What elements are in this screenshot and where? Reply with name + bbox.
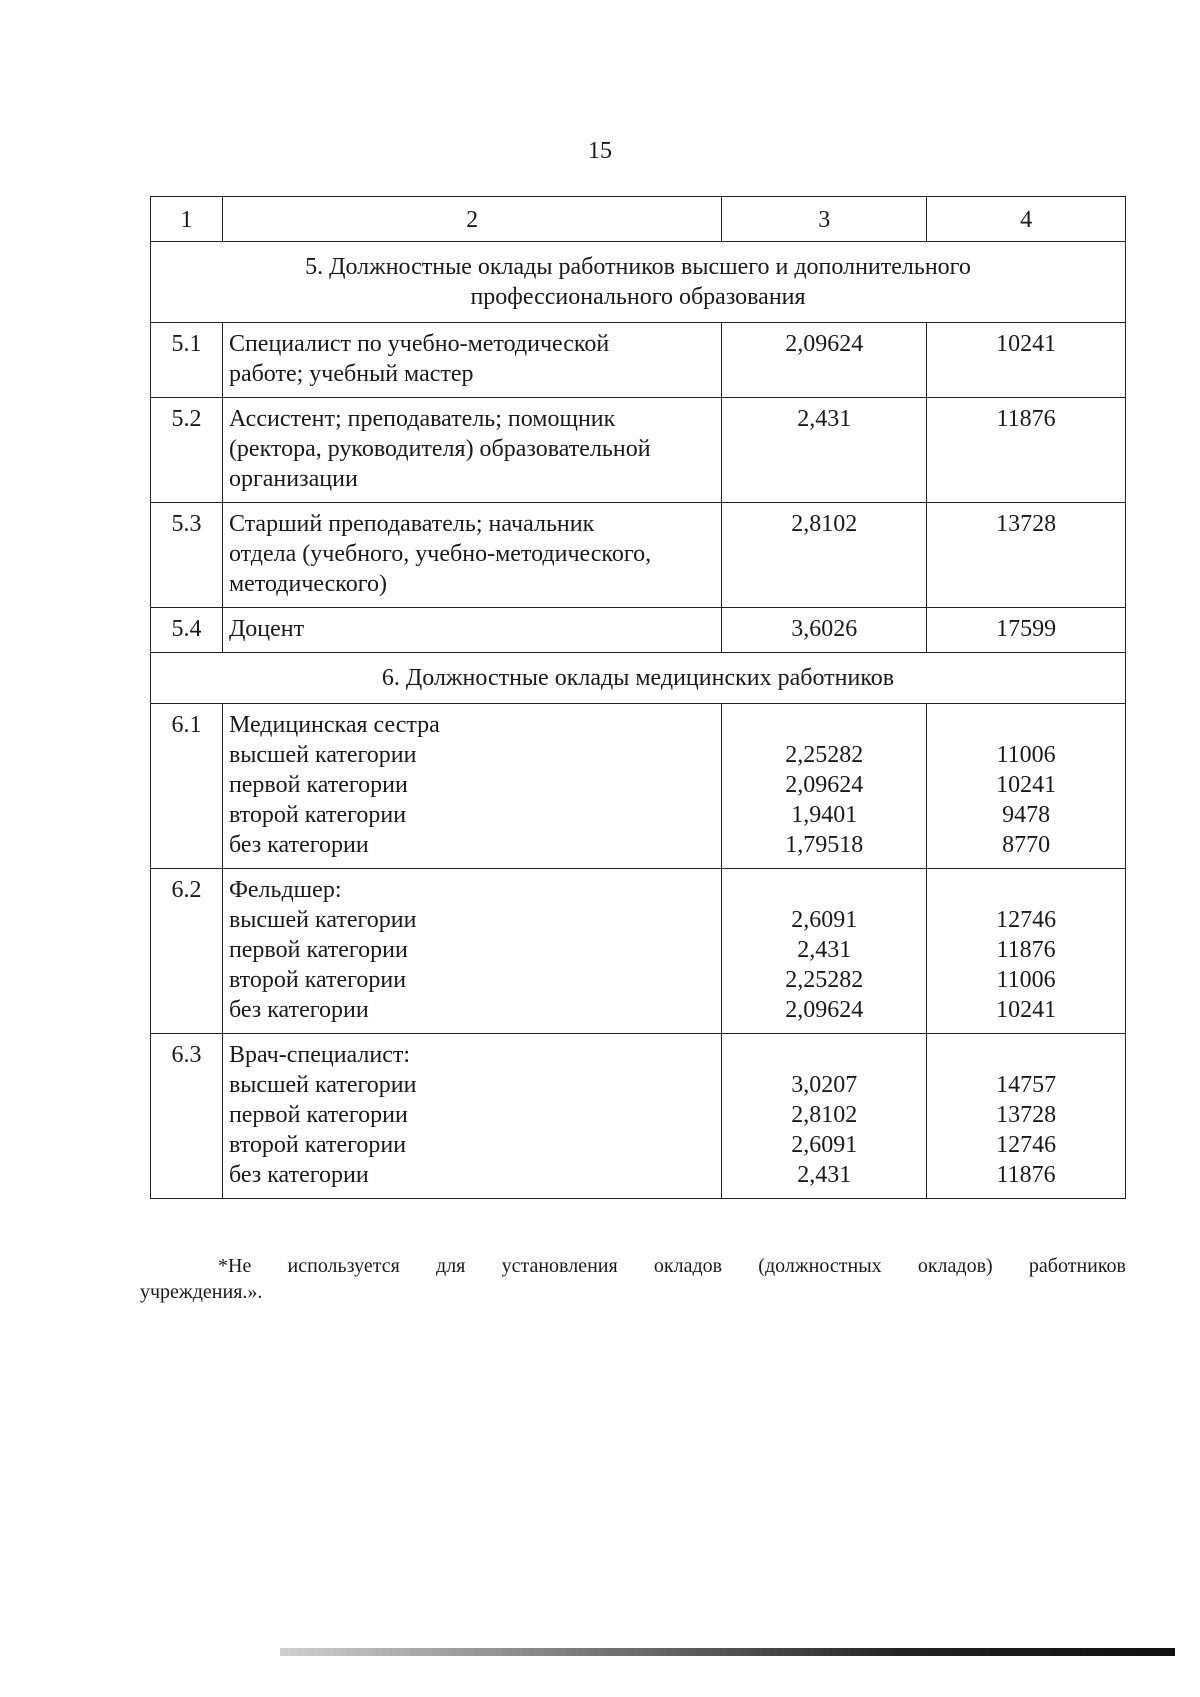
position-line: высшей категории [228, 742, 417, 768]
coefficient-value: 2,8102 [791, 511, 858, 537]
table-row [151, 398, 1126, 503]
salary-value: 14757 [996, 1072, 1057, 1098]
coefficient-value [728, 875, 920, 905]
coefficient-value: 2,25282 [785, 967, 864, 993]
position-line: Ассистент; преподаватель; помощник [228, 406, 616, 432]
salary-value: 10241 [996, 772, 1057, 798]
position-line: второй категории [228, 967, 407, 993]
salary-cell [927, 608, 1126, 653]
table-row [151, 608, 1126, 653]
position-cell [222, 704, 721, 869]
salary-value: 8770 [1002, 832, 1051, 858]
coefficient-value: 1,79518 [785, 832, 864, 858]
position-line: первой категории [228, 937, 408, 963]
position-line: без категории [228, 832, 369, 858]
salary-cell [927, 323, 1126, 398]
salary-cell [927, 398, 1126, 503]
row-number: 5.1 [151, 323, 223, 398]
salary-value: 11876 [996, 406, 1056, 432]
coefficient-value: 2,6091 [791, 907, 858, 933]
coefficient-value: 3,6026 [791, 616, 858, 642]
section-heading [151, 653, 1126, 704]
salary-cell [927, 503, 1126, 608]
position-line: высшей категории [228, 907, 417, 933]
row-number: 5.3 [151, 503, 223, 608]
position-cell [222, 869, 721, 1034]
table-body [151, 197, 1126, 1199]
footnote-line: учреждения.». [140, 1281, 263, 1303]
coefficient-cell [722, 704, 927, 869]
coefficient-value: 2,09624 [785, 772, 864, 798]
coefficient-cell [722, 503, 927, 608]
salary-value: 11876 [996, 937, 1056, 963]
salary-cell [927, 704, 1126, 869]
coefficient-value: 2,8102 [791, 1102, 858, 1128]
coefficient-value: 1,9401 [791, 802, 858, 828]
column-number-row [151, 197, 1126, 242]
position-line: Врач-специалист: [228, 1042, 411, 1068]
row-number: 6.1 [151, 704, 223, 869]
coefficient-cell [722, 869, 927, 1034]
position-cell [222, 608, 721, 653]
salary-value: 12746 [996, 907, 1057, 933]
salary-value [933, 710, 1119, 740]
position-cell [222, 503, 721, 608]
salary-value: 10241 [996, 997, 1057, 1023]
footnote-line: *Не используется для установления окладов (должностных окладов) работников [218, 1255, 1126, 1277]
coefficient-value: 2,09624 [785, 997, 864, 1023]
position-line: первой категории [228, 772, 408, 798]
position-line: Доцент [228, 616, 305, 642]
position-line: Специалист по учебно-методической [228, 331, 610, 357]
salary-value: 10241 [996, 331, 1057, 357]
footnote [140, 1253, 1126, 1305]
position-cell [222, 398, 721, 503]
position-line: организации [228, 466, 358, 492]
salary-table [150, 196, 1126, 1199]
coefficient-cell [722, 608, 927, 653]
column-number-cell: 3 [722, 197, 927, 242]
section-heading-row [151, 242, 1126, 323]
position-line: второй категории [228, 1132, 407, 1158]
salary-value: 17599 [996, 616, 1057, 642]
section-heading-row [151, 653, 1126, 704]
table-row [151, 503, 1126, 608]
position-line: высшей категории [228, 1072, 417, 1098]
column-number-cell: 4 [927, 197, 1126, 242]
position-line: второй категории [228, 802, 407, 828]
row-number: 6.3 [151, 1034, 223, 1199]
column-number-cell: 2 [222, 197, 721, 242]
coefficient-value: 3,0207 [791, 1072, 858, 1098]
section-heading-line: 6. Должностные оклады медицинских работников [381, 665, 895, 691]
position-line: отдела (учебного, учебно-методического, [228, 541, 652, 567]
row-number: 5.2 [151, 398, 223, 503]
salary-cell [927, 869, 1126, 1034]
coefficient-value: 2,6091 [791, 1132, 858, 1158]
coefficient-value: 2,09624 [785, 331, 864, 357]
column-number-cell: 1 [151, 197, 223, 242]
coefficient-value [728, 1040, 920, 1070]
coefficient-value: 2,431 [797, 1162, 852, 1188]
position-line: Старший преподаватель; начальник [228, 511, 595, 537]
salary-value: 11006 [996, 742, 1056, 768]
table-row [151, 1034, 1126, 1199]
row-number: 5.4 [151, 608, 223, 653]
salary-value: 9478 [1002, 802, 1051, 828]
position-cell [222, 1034, 721, 1199]
coefficient-value: 2,431 [797, 937, 852, 963]
position-line: методического) [228, 571, 387, 597]
position-cell [222, 323, 721, 398]
salary-value: 13728 [996, 1102, 1057, 1128]
section-heading-line: профессионального образования [470, 284, 806, 310]
coefficient-value [728, 710, 920, 740]
scan-edge-bar [280, 1648, 1175, 1656]
salary-value [933, 1040, 1119, 1070]
salary-value: 13728 [996, 511, 1057, 537]
position-line: (ректора, руководителя) образовательной [228, 436, 651, 462]
position-line: Фельдшер: [228, 877, 342, 903]
section-heading-line: 5. Должностные оклады работников высшего и дополнительного [305, 254, 971, 280]
position-line: работе; учебный мастер [228, 361, 474, 387]
position-line: Медицинская сестра [228, 712, 440, 738]
coefficient-cell [722, 323, 927, 398]
position-line: без категории [228, 1162, 369, 1188]
table-row [151, 869, 1126, 1034]
coefficient-value: 2,431 [797, 406, 852, 432]
coefficient-cell [722, 1034, 927, 1199]
coefficient-value: 2,25282 [785, 742, 864, 768]
coefficient-cell [722, 398, 927, 503]
salary-value: 12746 [996, 1132, 1057, 1158]
table-row [151, 704, 1126, 869]
position-line: без категории [228, 997, 369, 1023]
salary-value: 11006 [996, 967, 1056, 993]
page-number: 15 [588, 138, 612, 164]
section-heading [151, 242, 1126, 323]
salary-value [933, 875, 1119, 905]
table-row [151, 323, 1126, 398]
salary-value: 11876 [996, 1162, 1056, 1188]
salary-cell [927, 1034, 1126, 1199]
position-line: первой категории [228, 1102, 408, 1128]
row-number: 6.2 [151, 869, 223, 1034]
